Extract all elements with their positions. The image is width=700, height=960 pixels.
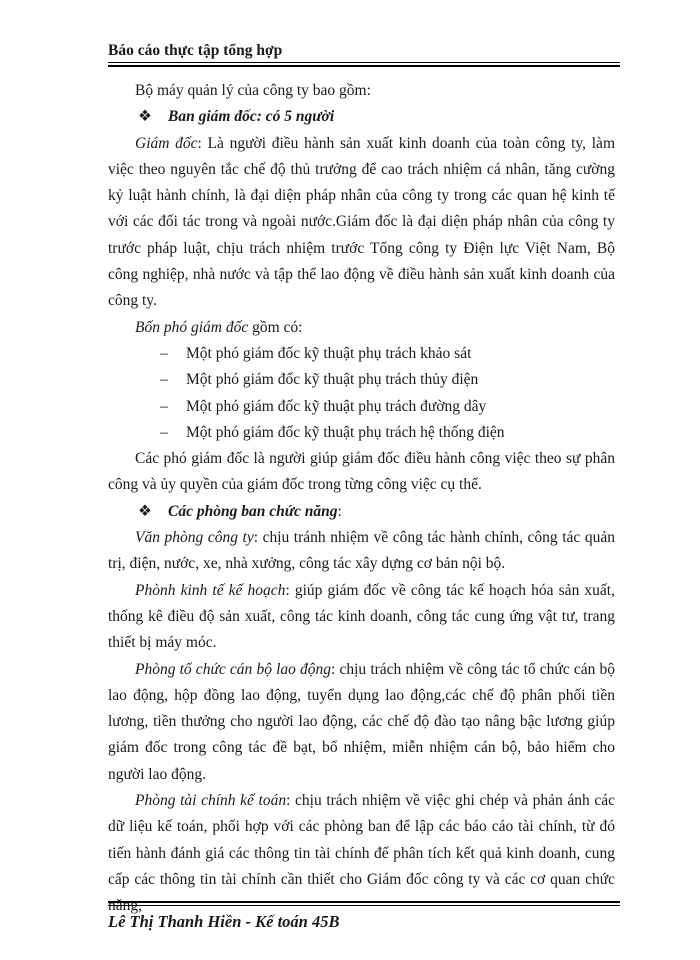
list-item-text: Một phó giám đốc kỹ thuật phụ trách khảo sát — [186, 344, 472, 362]
header-rule — [108, 62, 620, 63]
deputy-term: Bốn phó giám đốc — [135, 318, 249, 336]
section-heading-text: Ban giám đốc: có 5 người — [168, 108, 335, 126]
section-heading-departments — [138, 499, 615, 525]
list-item-text: Một phó giám đốc kỹ thuật phụ trách hệ thống điện — [186, 423, 505, 441]
deputy-text: gồm có: — [248, 318, 303, 336]
department-term: Phòng tài chính kế toán — [135, 792, 287, 810]
document-body — [108, 78, 615, 920]
list-item — [160, 341, 615, 367]
department-term: Văn phòng công ty — [135, 529, 254, 547]
page-header-title: Báo cáo thực tập tổng hợp — [108, 42, 283, 59]
department-paragraph — [108, 578, 615, 657]
heading-colon: : — [337, 502, 342, 520]
department-term: Phònh kinh tế kế hoạch — [135, 581, 286, 599]
department-paragraph — [108, 788, 615, 919]
deputy-intro — [108, 315, 615, 341]
dash-bullet-icon: – — [160, 344, 168, 362]
department-paragraph — [108, 525, 615, 578]
department-term: Phòng tổ chức cán bộ lao động — [135, 660, 332, 678]
section-heading-board — [138, 104, 615, 130]
diamond-bullet-icon: ❖ — [138, 502, 152, 520]
department-paragraph — [108, 657, 615, 788]
director-text: : Là người điều hành sản xuất kinh doanh của toàn công ty, làm việc theo nguyên tắc chế độ thủ trưởng để cao trách nhiệm cá nhân, tăng cường kỷ luật hành chính, là đại diện pháp nhân của công ty trong các quan hệ kinh tế với các đối tác trong và ngoài nước.Giám đốc là đại diện pháp nhân của công ty trước pháp luật, chịu trách nhiệm trước Tổng công ty Điện lực Việt Nam, Bộ công nghiệp, nhà nước và tập thể lao động về điều hành sản xuất kinh doanh của công ty. — [108, 134, 615, 310]
page-footer-author: Lê Thị Thanh Hiền - Kế toán 45B — [108, 912, 340, 931]
footer-rule-thick — [108, 901, 620, 903]
department-text: : chịu trách nhiệm về công tác tổ chức cán bộ lao động, hộp đồng lao động, tuyển dụng lao động,các chế độ phân phối tiền lương, tiền thưởng cho người lao động, các chế độ đào tạo nâng bậc lương giúp giám đốc trong công tác đề bạt, bổ nhiệm, miễn nhiệm cán bộ, bảo hiểm cho người lao động. — [108, 660, 615, 783]
director-term: Giám đốc — [135, 134, 198, 152]
list-item — [160, 367, 615, 393]
section-heading-text: Các phòng ban chức năng — [168, 502, 338, 520]
department-text: : giúp giám đốc về công tác kế hoạch hóa sản xuất, thống kê điều độ sản xuất, công tác kinh doanh, công tác cung ứng vật tư, trang thiết bị máy móc. — [108, 581, 615, 652]
list-item — [160, 394, 615, 420]
diamond-bullet-icon: ❖ — [138, 108, 152, 126]
dash-bullet-icon: – — [160, 423, 168, 441]
list-item-text: Một phó giám đốc kỹ thuật phụ trách đường dây — [186, 397, 487, 415]
intro-paragraph: Bộ máy quản lý của công ty bao gồm: — [135, 82, 371, 99]
footer-rule — [108, 905, 620, 906]
dash-bullet-icon: – — [160, 397, 168, 415]
director-paragraph — [108, 131, 615, 315]
list-item-text: Một phó giám đốc kỹ thuật phụ trách thủy điện — [186, 371, 479, 389]
list-item — [160, 420, 615, 446]
header-rule-thick — [108, 65, 620, 67]
dash-bullet-icon: – — [160, 371, 168, 389]
deputy-summary: Các phó giám đốc là người giúp giám đốc điều hành công việc theo sự phân công và ủy quyền của giám đốc trong từng công việc cụ thể. — [108, 450, 615, 494]
department-text: : chịu trách nhiệm về việc ghi chép và phản ánh các dữ liệu kế toán, phối hợp với các phòng ban để lập các báo cáo tài chính, từ đó tiến hành đánh giá các thông tin tài chính để phân tích kết quả kinh doanh, cung cấp các thông tin tài chính cần thiết cho Giám đốc công ty và các cơ quan chức năng, — [108, 792, 615, 915]
department-text: : chịu tránh nhiệm về công tác hành chính, công tác quản trị, điện, nước, xe, nhà xưởng, công tác xây dựng cơ bản nội bộ. — [108, 529, 615, 573]
